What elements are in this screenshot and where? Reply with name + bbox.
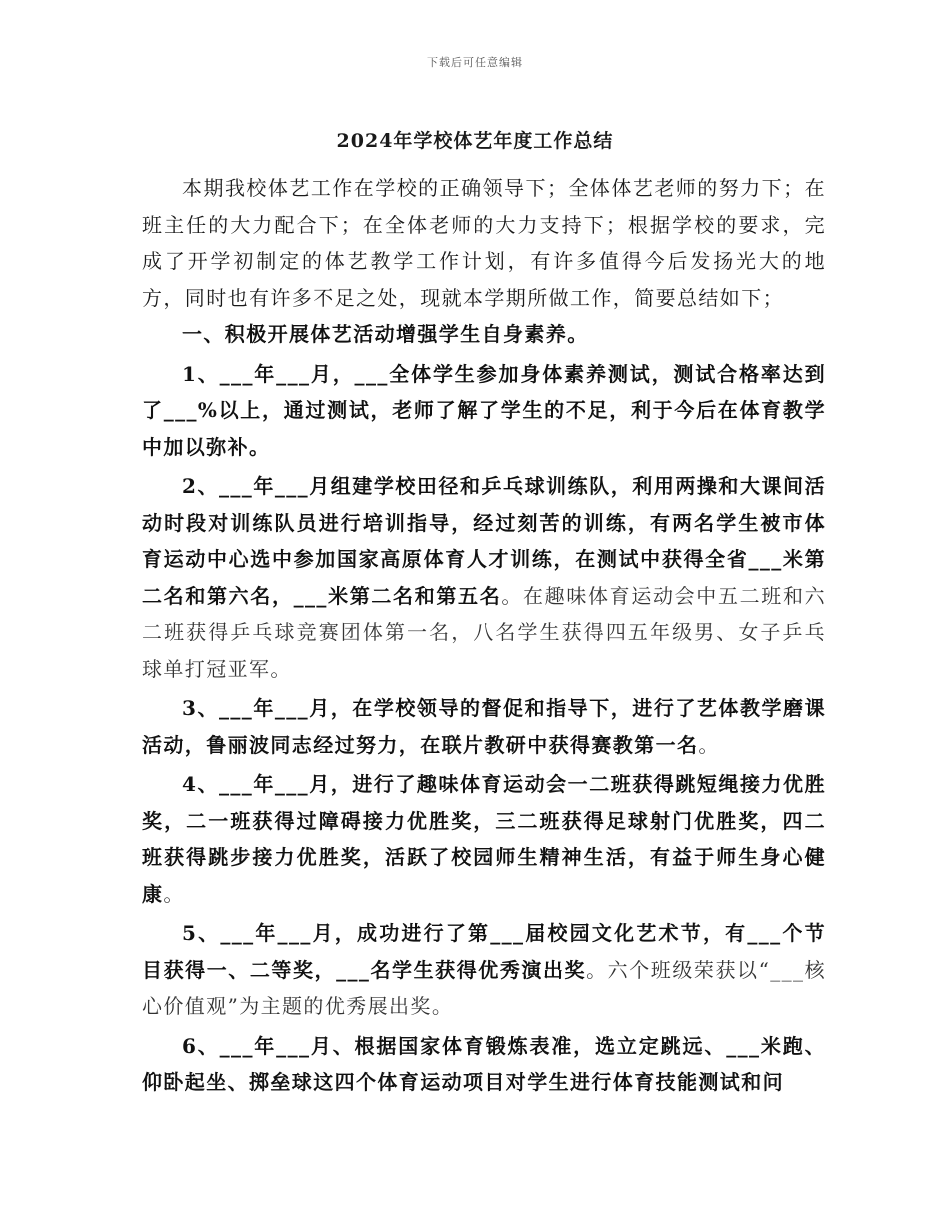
list-item bbox=[142, 1028, 826, 1101]
list-item-bold-text: 4、___年___月，进行了趣味体育运动会一二班获得跳短绳接力优胜奖，二一班获得过障碍接力优胜奖，三二班获得足球射门优胜奖，四二班获得跳步接力优胜奖，活跃了校园师生精神生活，有益于师生身心健康 bbox=[142, 772, 826, 906]
list-item-bold-text: 5、___年___月，成功进行了第___届校园文化艺术节，有___个节目获得一、二等奖，___名学生获得优秀演出奖 bbox=[142, 921, 826, 982]
list-item bbox=[142, 356, 826, 466]
list-item-bold-text: 2、___年___月组建学校田径和乒乓球训练队，利用两操和大课间活动时段对训练队员进行培训指导，经过刻苦的训练，有两名学生被市体育运动中心选中参加国家高原体育人才训练，在测试中获得全省___米第二名和第六名，___米第二名和第五名 bbox=[142, 474, 826, 608]
header-note: 下载后可任意编辑 bbox=[427, 56, 523, 69]
list-item-bold-text: 3、___年___月，在学校领导的督促和指导下，进行了艺体教学磨课活动，鲁丽波同志经过努力，在联片教研中获得赛教第一名 bbox=[142, 696, 826, 757]
list-item-normal-text: 。 bbox=[163, 881, 185, 906]
list-item-normal-text: 。六个班级荣获以“___核心价值观”为主题的优秀展出奖。 bbox=[142, 957, 826, 1018]
list-item-normal-text: 。 bbox=[698, 732, 720, 757]
list-item bbox=[142, 690, 826, 763]
intro-paragraph: 本期我校体艺工作在学校的正确领导下；全体体艺老师的努力下；在班主任的大力配合下；在全体老师的大力支持下；根据学校的要求，完成了开学初制定的体艺教学工作计划，有许多值得今后发扬光大的地方，同时也有许多不足之处，现就本学期所做工作，简要总结如下； bbox=[142, 176, 826, 310]
document-title: 2024年学校体艺年度工作总结 bbox=[336, 130, 614, 152]
section-heading: 一、积极开展体艺活动增强学生自身素养。 bbox=[182, 322, 589, 346]
list-item bbox=[142, 766, 826, 912]
list-item bbox=[142, 468, 826, 687]
document-body bbox=[142, 170, 826, 1101]
list-item-bold-text: 1、___年___月，___全体学生参加身体素养测试，测试合格率达到了___%以上，通过测试，老师了解了学生的不足，利于今后在体育教学中加以弥补。 bbox=[142, 361, 826, 459]
list-item-bold-text: 6、___年___月、根据国家体育锻炼表准，选立定跳远、___米跑、仰卧起坐、掷垒球这四个体育运动项目对学生进行体育技能测试和问 bbox=[142, 1033, 826, 1094]
list-item-normal-text: 。在趣味体育运动会中五二班和六二班获得乒乓球竞赛团体第一名，八名学生获得四五年级男、女子乒乓球单打冠亚军。 bbox=[142, 583, 826, 681]
list-item bbox=[142, 915, 826, 1025]
